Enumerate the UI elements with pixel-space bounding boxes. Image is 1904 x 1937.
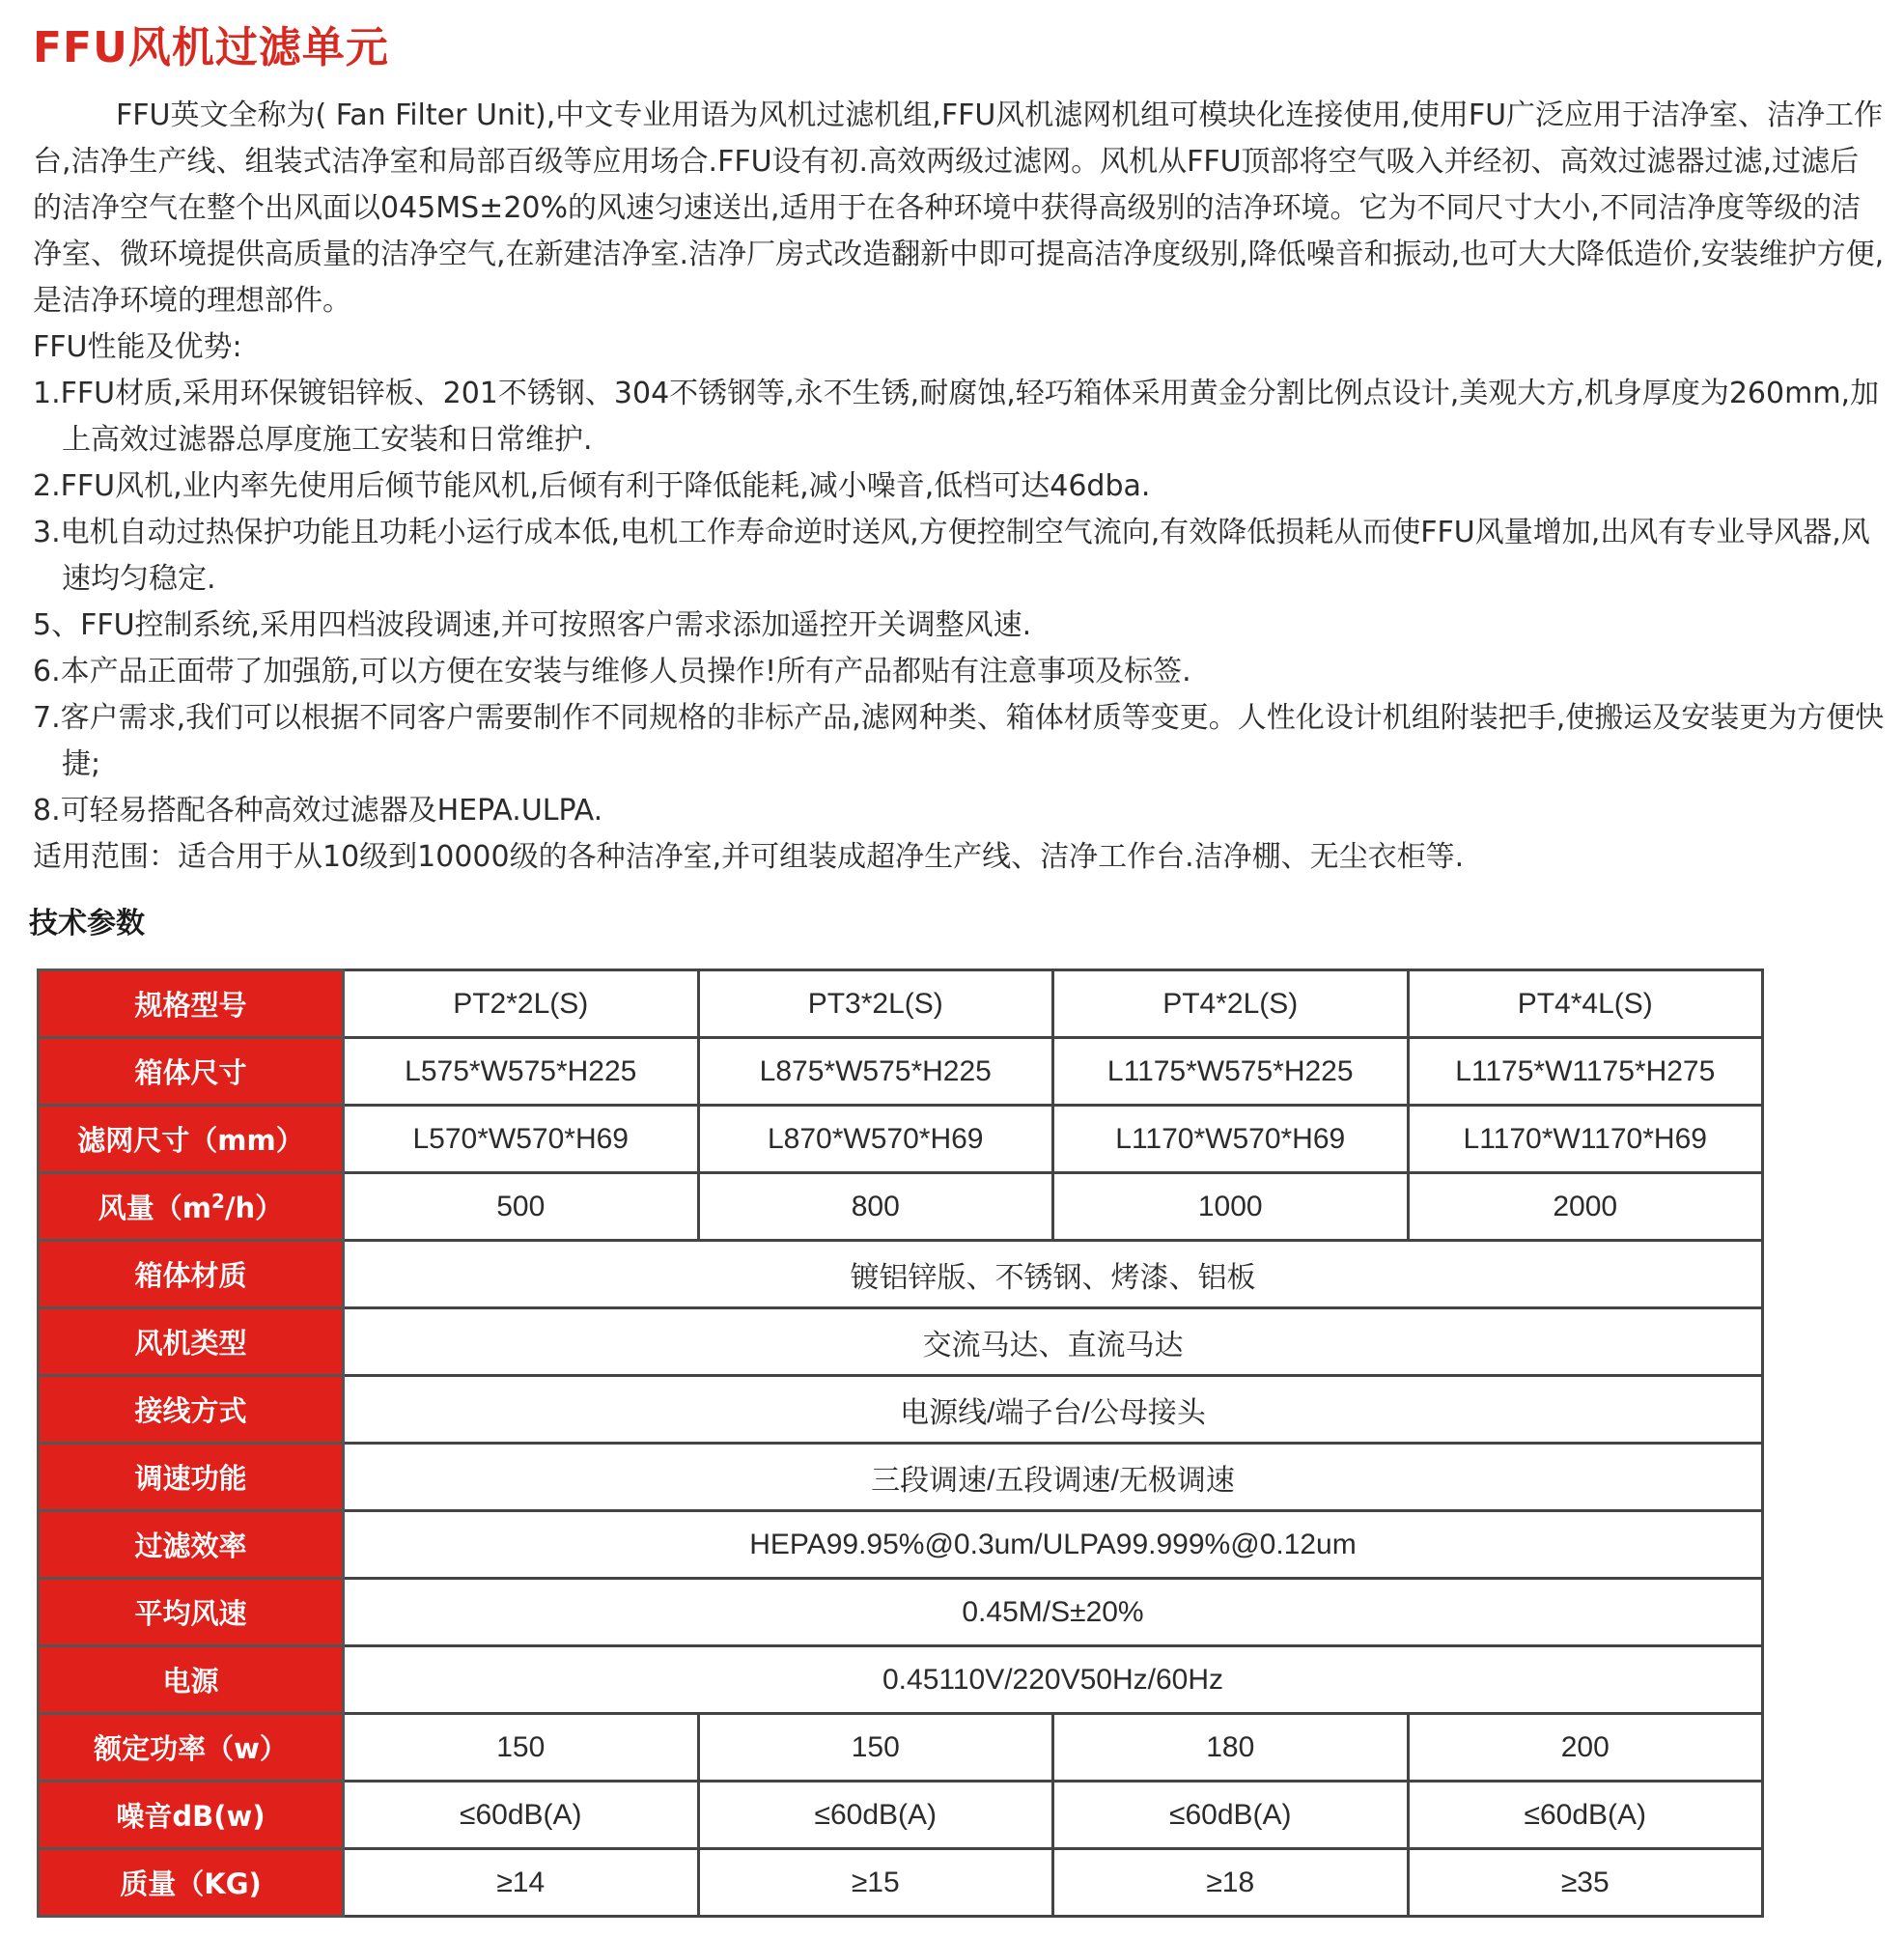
table-cell: 200 <box>1408 1714 1763 1782</box>
table-cell: ≥35 <box>1408 1849 1763 1917</box>
table-cell: PT4*4L(S) <box>1408 970 1763 1038</box>
table-row <box>39 1038 1763 1106</box>
row-header-box-size: 箱体尺寸 <box>39 1038 344 1106</box>
advantage-item: 6.本产品正面带了加强筋,可以方便在安装与维修人员操作!所有产品都贴有注意事项及标签. <box>33 655 1191 688</box>
spec-section-title: 技术参数 <box>29 907 145 940</box>
table-cell: 500 <box>344 1173 699 1241</box>
airflow-label-exponent: 2 <box>211 1190 225 1213</box>
table-cell-merged: 三段调速/五段调速/无极调速 <box>344 1444 1763 1511</box>
row-header-fan-type: 风机类型 <box>39 1308 344 1376</box>
table-cell-merged: 交流马达、直流马达 <box>344 1308 1763 1376</box>
advantage-item: 5、FFU控制系统,采用四档波段调速,并可按照客户需求添加遥控开关调整风速. <box>33 608 1032 642</box>
table-cell: ≤60dB(A) <box>1408 1782 1763 1849</box>
page-title: FFU风机过滤单元 <box>33 23 389 72</box>
row-header-filter-size: 滤网尺寸（mm） <box>39 1106 344 1173</box>
table-cell: 180 <box>1053 1714 1409 1782</box>
table-row <box>39 1714 1763 1782</box>
intro-paragraph: FFU英文全称为( Fan Filter Unit),中文专业用语为风机过滤机组,FFU风机滤网机组可模块化连接使用,使用FU广泛应用于洁净室、洁净工作台,洁净生产线、组装式洁净室和局部百级等应用场合.FFU设有初.高效两级过滤网。风机从FFU顶部将空气吸入并经初、高效过滤器过滤,过滤后的洁净空气在整个出风面以045MS±20%的风速匀速送出,适用于在各种环境中获得高级别的洁净环境。它为不同尺寸大小,不同洁净度等级的洁净室、微环境提供高质量的洁净空气,在新建洁净室.洁净厂房式改造翻新中即可提高洁净度级别,降低噪音和振动,也可大大降低造价,安装维护方便,是洁净环境的理想部件。 <box>33 98 1885 318</box>
table-cell: L575*W575*H225 <box>344 1038 699 1106</box>
table-row <box>39 1241 1763 1308</box>
table-cell: L1175*W1175*H275 <box>1408 1038 1763 1106</box>
row-header-efficiency: 过滤效率 <box>39 1511 344 1579</box>
row-header-avg-speed: 平均风速 <box>39 1579 344 1646</box>
row-header-power-supply: 电源 <box>39 1646 344 1714</box>
advantage-item: 3.电机自动过热保护功能且功耗小运行成本低,电机工作寿命逆时送风,方便控制空气流向,有效降低损耗从而使FFU风量增加,出风有专业导风器,风速均匀稳定. <box>33 516 1870 596</box>
table-cell: 1000 <box>1053 1173 1409 1241</box>
table-cell-merged: HEPA99.95%@0.3um/ULPA99.999%@0.12um <box>344 1511 1763 1579</box>
table-cell: L875*W575*H225 <box>698 1038 1053 1106</box>
table-cell: 150 <box>344 1714 699 1782</box>
table-cell: L1170*W570*H69 <box>1053 1106 1409 1173</box>
table-cell: L870*W570*H69 <box>698 1106 1053 1173</box>
airflow-label-prefix: 风量（m <box>98 1192 212 1224</box>
intro-section <box>33 93 1887 881</box>
row-header-noise: 噪音dB(w) <box>39 1782 344 1849</box>
table-row <box>39 1106 1763 1173</box>
advantages-heading: FFU性能及优势: <box>33 330 242 364</box>
table-cell: L1175*W575*H225 <box>1053 1038 1409 1106</box>
scope-text: 适用范围：适合用于从10级到10000级的各种洁净室,并可组装成超净生产线、洁净工作台.洁净棚、无尘衣柜等. <box>33 840 1465 874</box>
table-cell: L1170*W1170*H69 <box>1408 1106 1763 1173</box>
row-header-weight: 质量（KG) <box>39 1849 344 1917</box>
table-row <box>39 1173 1763 1241</box>
row-header-airflow <box>39 1173 344 1241</box>
table-row <box>39 970 1763 1038</box>
advantage-item: 2.FFU风机,业内率先使用后倾节能风机,后倾有利于降低能耗,减小噪音,低档可达46dba. <box>33 469 1151 503</box>
table-cell: 150 <box>698 1714 1053 1782</box>
table-cell: ≥15 <box>698 1849 1053 1917</box>
table-row <box>39 1579 1763 1646</box>
table-cell: ≤60dB(A) <box>344 1782 699 1849</box>
table-row <box>39 1376 1763 1444</box>
table-cell: L570*W570*H69 <box>344 1106 699 1173</box>
table-cell: ≥18 <box>1053 1849 1409 1917</box>
table-cell: 800 <box>698 1173 1053 1241</box>
table-cell: PT2*2L(S) <box>344 970 699 1038</box>
table-cell-merged: 电源线/端子台/公母接头 <box>344 1376 1763 1444</box>
table-row <box>39 1444 1763 1511</box>
table-row <box>39 1782 1763 1849</box>
table-cell: PT4*2L(S) <box>1053 970 1409 1038</box>
table-cell: PT3*2L(S) <box>698 970 1053 1038</box>
table-cell-merged: 0.45110V/220V50Hz/60Hz <box>344 1646 1763 1714</box>
row-header-model: 规格型号 <box>39 970 344 1038</box>
table-row <box>39 1308 1763 1376</box>
advantage-item: 7.客户需求,我们可以根据不同客户需要制作不同规格的非标产品,滤网种类、箱体材质等变更。人性化设计机组附装把手,使搬运及安装更为方便快捷; <box>33 701 1885 781</box>
table-row <box>39 1646 1763 1714</box>
airflow-label-suffix: /h） <box>224 1192 284 1224</box>
advantage-item: 1.FFU材质,采用环保镀铝锌板、201不锈钢、304不锈钢等,永不生锈,耐腐蚀,轻巧箱体采用黄金分割比例点设计,美观大方,机身厚度为260mm,加上高效过滤器总厚度施工安装和日常维护. <box>33 377 1880 457</box>
row-header-box-material: 箱体材质 <box>39 1241 344 1308</box>
row-header-speed-control: 调速功能 <box>39 1444 344 1511</box>
table-cell-merged: 镀铝锌版、不锈钢、烤漆、铝板 <box>344 1241 1763 1308</box>
table-cell: ≤60dB(A) <box>698 1782 1053 1849</box>
table-row <box>39 1511 1763 1579</box>
row-header-wiring: 接线方式 <box>39 1376 344 1444</box>
table-cell: ≤60dB(A) <box>1053 1782 1409 1849</box>
table-cell-merged: 0.45M/S±20% <box>344 1579 1763 1646</box>
row-header-rated-power: 额定功率（w） <box>39 1714 344 1782</box>
table-row <box>39 1849 1763 1917</box>
advantage-item: 8.可轻易搭配各种高效过滤器及HEPA.ULPA. <box>33 794 603 828</box>
spec-table <box>37 968 1764 1918</box>
table-cell: ≥14 <box>344 1849 699 1917</box>
table-cell: 2000 <box>1408 1173 1763 1241</box>
